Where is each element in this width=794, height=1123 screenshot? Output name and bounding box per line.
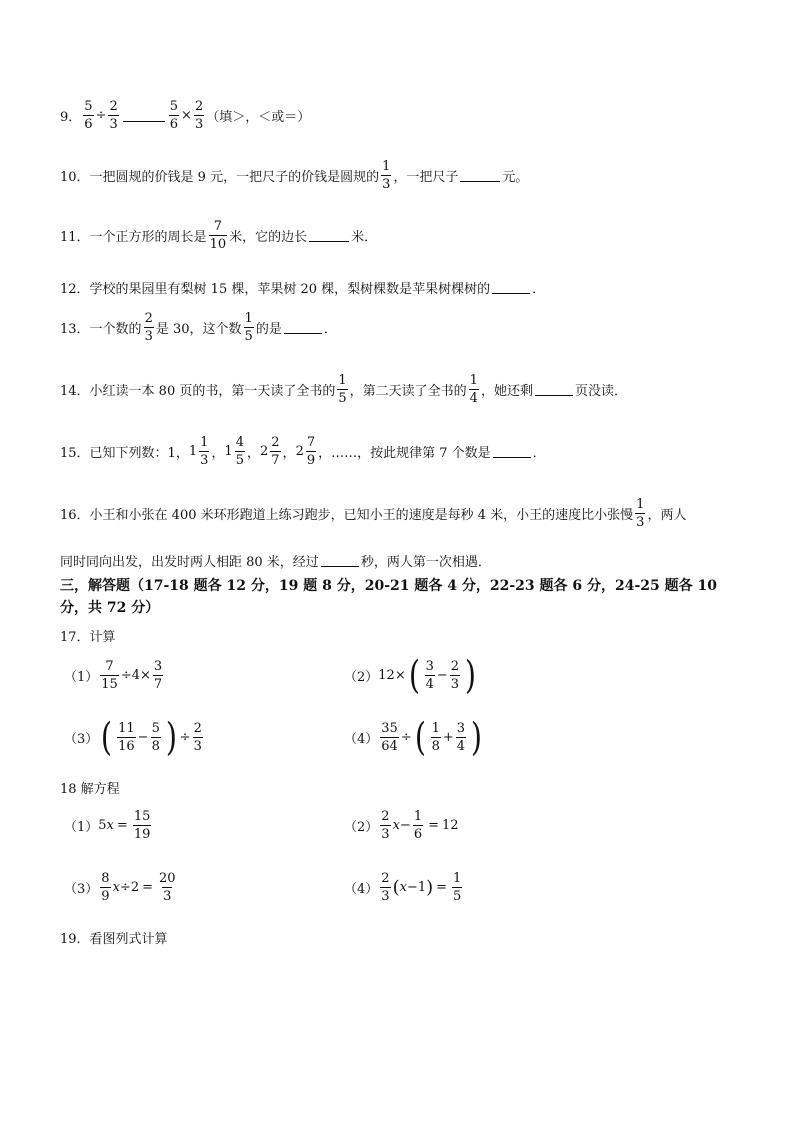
question-text: 已知下列数：1， — [89, 446, 189, 461]
equation-4: （4） $\frac{2}{3}$ ( x −1 ) = $\frac{1}{5}$ — [344, 871, 462, 904]
question-number: 10． — [60, 170, 90, 185]
fraction: $\frac{20}{3}$ — [159, 871, 176, 904]
fraction: $\frac{2}{3}$ — [194, 99, 204, 132]
fraction: $\frac{2}{3}$ — [193, 720, 202, 754]
fraction: $\frac{2}{3}$ — [144, 311, 153, 344]
fraction: $\frac{5}{6}$ — [84, 99, 93, 132]
fraction: $\frac{11}{16}$ — [118, 720, 135, 754]
fraction: $\frac{35}{64}$ — [381, 720, 398, 754]
question-16-line-2 — [60, 551, 491, 570]
question-text: 小王和小张在 400 米环形跑道上练习跑步，已知小王的速度是每秒 4 米，小王的速度比小张慢 — [89, 508, 634, 523]
question-text: 学校的果园里有梨树 15 棵，苹果树 20 棵，梨树棵数是苹果树棵树的 — [89, 282, 491, 297]
question-text: 一把圆规的价钱是 9 元，一把尺子的价钱是圆规的 — [89, 170, 380, 185]
answer-blank[interactable] — [493, 445, 531, 458]
item-label: （4） — [344, 882, 379, 897]
question-number: 12． — [60, 282, 90, 297]
question-number: 11． — [60, 230, 90, 245]
question-text: 元。 — [502, 170, 529, 185]
fraction: $\frac{8}{9}$ — [101, 871, 110, 904]
left-paren: ( — [414, 715, 426, 759]
fraction: $\frac{7}{15}$ — [101, 659, 118, 692]
question-text: （填＞，＜或＝） — [206, 110, 311, 125]
answer-blank[interactable] — [535, 383, 573, 396]
question-text: ，她还剩 — [480, 384, 533, 399]
mixed-number: 1 $\frac{4}{5}$ — [224, 435, 244, 468]
question-text: ． — [532, 446, 546, 461]
mixed-number: 2 $\frac{7}{9}$ — [295, 435, 316, 468]
fraction: $\frac{1}{5}$ — [453, 871, 462, 904]
question-16 — [60, 498, 686, 529]
answer-blank[interactable] — [460, 169, 500, 182]
fraction: $\frac{2}{3}$ — [109, 99, 118, 132]
mixed-number: 2 $\frac{2}{7}$ — [259, 435, 280, 468]
fraction: $\frac{5}{8}$ — [151, 720, 160, 754]
question-text: 秒，两人第一次相遇． — [360, 555, 491, 570]
fraction: $\frac{2}{3}$ — [381, 809, 390, 842]
fraction: $\frac{3}{7}$ — [153, 659, 163, 692]
left-paren: ( — [101, 715, 113, 759]
question-18-title: 18 解方程 — [60, 782, 120, 797]
question-text: 一个数的 — [89, 322, 142, 337]
item-label: （4） — [344, 731, 379, 747]
question-text: 同时同向出发，出发时两人相距 80 米，经过 — [60, 555, 319, 570]
fraction: $\frac{1}{6}$ — [413, 809, 423, 842]
fraction: $\frac{1}{3}$ — [382, 159, 391, 192]
item-label: （3） — [64, 731, 99, 747]
question-number: 15． — [60, 446, 90, 461]
calc-2: （2） 12 × ( $\frac{3}{4}$ − $\frac{2}{3}$ ) — [344, 653, 477, 697]
fraction: $\frac{7}{10}$ — [209, 219, 227, 252]
question-number: 9． — [60, 110, 82, 125]
question-text: 的是 — [255, 322, 282, 337]
left-paren: ( — [392, 877, 400, 898]
question-text: 是 30，这个数 — [155, 322, 242, 337]
question-10 — [60, 160, 528, 191]
equation-1: （1） 5 x = $\frac{15}{19}$ — [64, 809, 151, 842]
left-paren: ( — [408, 653, 420, 697]
question-19-title: 19．看图列式计算 — [60, 932, 168, 947]
answer-blank[interactable] — [309, 229, 349, 242]
question-text: 页没读． — [574, 384, 627, 399]
question-text: 米． — [351, 230, 378, 245]
right-paren: ) — [464, 653, 477, 697]
fraction: $\frac{1}{8}$ — [431, 720, 440, 754]
calc-4: （4） $\frac{35}{64}$ ÷ ( $\frac{1}{8}$ + $\frac{3}{4}$ ) — [344, 715, 483, 759]
section-heading: 三，解答题（17-18 题各 12 分，19 题 8 分，20-21 题各 4 分，22-23 题各 6 分，24-25 题各 10 分，共 72 分） — [60, 578, 718, 616]
right-paren: ) — [165, 715, 177, 759]
right-paren: ) — [426, 877, 434, 898]
item-label: （2） — [344, 669, 379, 685]
fraction: $\frac{1}{5}$ — [338, 373, 347, 406]
question-14 — [60, 374, 627, 405]
item-label: （3） — [64, 882, 99, 897]
question-text: ． — [532, 282, 546, 297]
fraction: $\frac{1}{5}$ — [244, 311, 253, 344]
question-12 — [60, 278, 545, 297]
question-text: 小红读一本 80 页的书，第一天读了全书的 — [89, 384, 336, 399]
question-11 — [60, 220, 377, 251]
answer-blank[interactable] — [321, 554, 359, 567]
question-text: ，一把尺子 — [393, 170, 459, 185]
right-paren: ) — [470, 715, 483, 759]
calc-1: （1） $\frac{7}{15}$ ÷ 4 × $\frac{3}{7}$ — [64, 659, 163, 692]
fraction: $\frac{5}{6}$ — [169, 99, 179, 132]
item-label: （1） — [64, 670, 99, 685]
question-9 — [60, 100, 310, 131]
item-label: （1） — [64, 820, 99, 835]
question-text: ，两人 — [647, 508, 687, 523]
question-text: 米，它的边长 — [229, 230, 308, 245]
question-number: 16． — [60, 508, 90, 523]
mixed-number: 1 $\frac{1}{3}$ — [188, 435, 209, 468]
operator: ÷ — [95, 108, 107, 123]
fraction: $\frac{1}{4}$ — [469, 373, 478, 406]
question-13 — [60, 312, 337, 343]
question-text: ，第二天读了全书的 — [349, 384, 467, 399]
item-label: （2） — [344, 820, 379, 835]
answer-blank[interactable] — [123, 109, 165, 122]
question-text: ． — [323, 322, 337, 337]
equation-3: （3） $\frac{8}{9}$ x ÷ 2 = $\frac{20}{3}$ — [64, 871, 176, 904]
operator: × — [181, 108, 192, 123]
fraction: $\frac{15}{19}$ — [133, 809, 151, 842]
answer-blank[interactable] — [492, 281, 530, 294]
equation-2: （2） $\frac{2}{3}$ x − $\frac{1}{6}$ = 12 — [344, 809, 459, 842]
question-17-title: 17．计算 — [60, 630, 116, 645]
fraction: $\frac{3}{4}$ — [456, 720, 466, 754]
question-number: 13． — [60, 322, 90, 337]
answer-blank[interactable] — [284, 321, 322, 334]
question-15: 15． 已知下列数：1， 1 $\frac{1}{3}$ ， 1 $\frac{4}{5}$ ， 2 $\frac{2}{7}$ ， 2 $\frac{7}{9}$ ，……，按此规律第 7 个数是 ． — [60, 435, 546, 468]
fraction: $\frac{3}{4}$ — [425, 658, 434, 692]
fraction: $\frac{2}{3}$ — [381, 871, 390, 904]
fraction: $\frac{2}{3}$ — [450, 658, 460, 692]
fraction: $\frac{1}{3}$ — [636, 497, 645, 530]
question-text: 一个正方形的周长是 — [89, 230, 207, 245]
question-number: 14． — [60, 384, 90, 399]
calc-3: （3） ( $\frac{11}{16}$ − $\frac{5}{8}$ ) ÷ $\frac{2}{3}$ — [64, 715, 202, 759]
question-text: ，……，按此规律第 7 个数是 — [318, 446, 491, 461]
